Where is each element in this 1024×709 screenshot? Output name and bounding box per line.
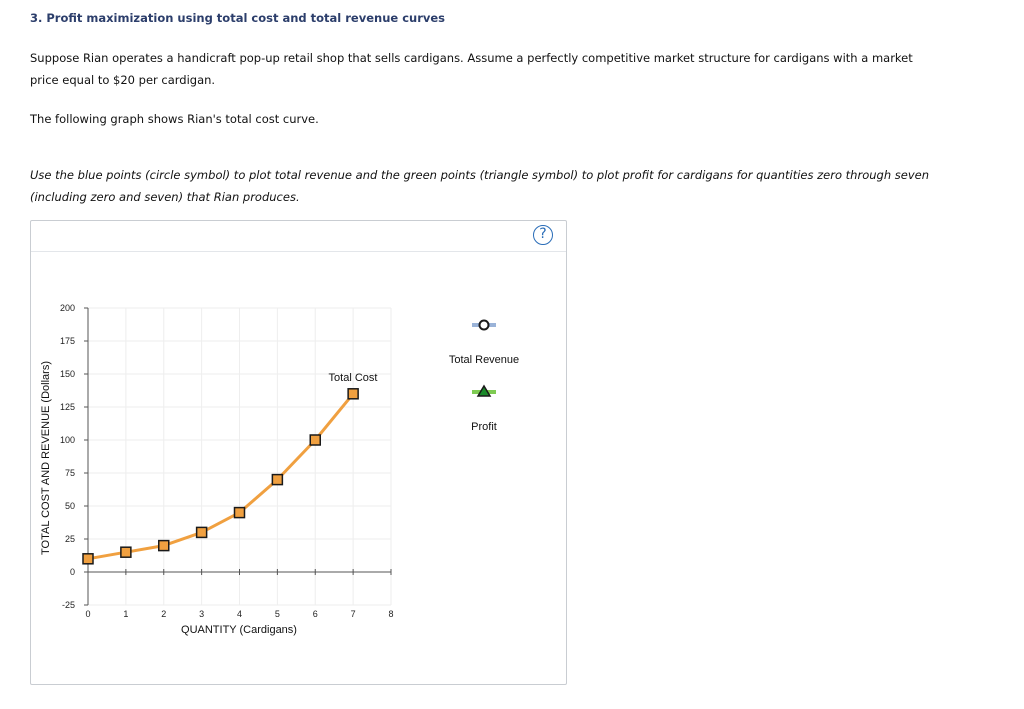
chart-axes	[84, 308, 391, 605]
x-tick-label: 0	[85, 609, 91, 619]
total-cost-point[interactable]	[235, 508, 245, 518]
y-tick-label: 200	[59, 303, 75, 313]
x-tick-label: 5	[274, 609, 280, 619]
x-axis-title: QUANTITY (Cardigans)	[181, 624, 297, 636]
y-tick-label: 100	[59, 435, 75, 445]
question-graph-note: The following graph shows Rian's total cost curve.	[30, 112, 319, 126]
total-cost-point[interactable]	[83, 554, 93, 564]
total-cost-point[interactable]	[310, 435, 320, 445]
help-button[interactable]: ?	[533, 225, 553, 245]
circle-icon	[480, 321, 489, 330]
y-tick-label: 50	[64, 501, 75, 511]
x-tick-label: 4	[236, 609, 243, 619]
y-tick-label: 25	[64, 534, 75, 544]
legend-profit-label: Profit	[471, 421, 497, 433]
total-cost-point[interactable]	[121, 547, 131, 557]
y-tick-label: 175	[59, 336, 75, 346]
chart-grid	[88, 308, 391, 605]
question-title: 3. Profit maximization using total cost and total revenue curves	[30, 11, 446, 25]
total-cost-point[interactable]	[348, 389, 358, 399]
question-instructions: Use the blue points (circle symbol) to plot total revenue and the green points (triangle symbol) to plot profit for cardigans for quantities zero through seven (including zero and seven) that Rian produces.	[30, 168, 929, 204]
y-tick-label: 75	[64, 468, 75, 478]
x-tick-label: 7	[350, 609, 356, 619]
total-cost-line	[88, 394, 353, 559]
x-tick-label: 2	[161, 609, 167, 619]
x-tick-label: 6	[312, 609, 318, 619]
total-cost-point[interactable]	[272, 475, 282, 485]
total-cost-point[interactable]	[159, 541, 169, 551]
x-tick-label: 3	[199, 609, 205, 619]
total-cost-point[interactable]	[197, 527, 207, 537]
question-scenario: Suppose Rian operates a handicraft pop-up retail shop that sells cardigans. Assume a perfectly competitive market structure for cardigans with a market price equal to $20 per cardigan.	[30, 51, 913, 87]
legend-profit-tool[interactable]	[472, 386, 496, 396]
legend-total-revenue-tool[interactable]	[472, 321, 496, 330]
y-tick-label: 0	[69, 567, 75, 577]
legend-total-revenue-label: Total Revenue	[448, 354, 520, 366]
y-tick-label: 150	[59, 369, 75, 379]
y-axis-title: TOTAL COST AND REVENUE (Dollars)	[40, 361, 52, 555]
total-cost-series-label: Total Cost	[328, 372, 378, 384]
y-tick-label: 125	[59, 402, 75, 412]
y-tick-label: -25	[61, 600, 75, 610]
chart-series	[83, 389, 358, 564]
x-tick-label: 8	[388, 609, 394, 619]
x-tick-label: 1	[123, 609, 129, 619]
